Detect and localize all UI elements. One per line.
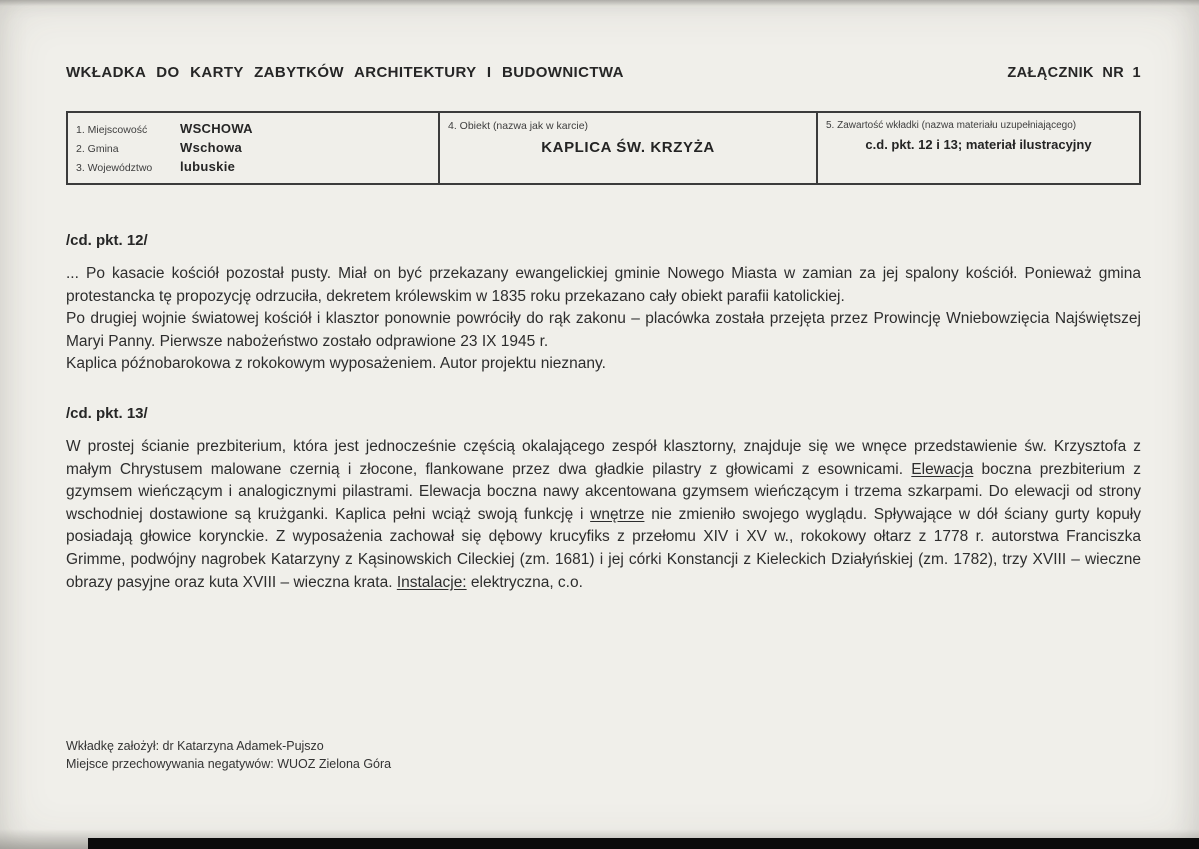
- section-paragraphs: [66, 263, 1141, 376]
- object-column: [438, 113, 816, 183]
- location-column: [68, 113, 438, 183]
- document-body: [66, 232, 1141, 594]
- contents-value: c.d. pkt. 12 i 13; materiał ilustracyjny: [865, 137, 1092, 152]
- annex-label: ZAŁĄCZNIK NR 1: [1007, 65, 1141, 81]
- field-label-miejscowosc: 1. Miejscowość: [76, 124, 148, 136]
- section-heading: /cd. pkt. 12/: [66, 232, 148, 249]
- field-value-gmina: Wschowa: [180, 140, 243, 155]
- field-label-wojewodztwo: 3. Województwo: [76, 162, 153, 174]
- field-value-wojewodztwo: lubuskie: [180, 159, 236, 174]
- paragraph: ... Po kasacie kościół pozostał pusty. Miał on być przekazany ewangelickiej gminie Nowego Miasta w zamian za jej spalony kościół. Ponieważ gmina protestancka tę propozycję odrzuciła, dekretem królewskim w 1835 roku przekazano cały obiekt parafii katolickiej.: [66, 265, 1141, 305]
- page-header: [66, 64, 1141, 81]
- rich-paragraph: W prostej ścianie prezbiterium, która jest jednocześnie częścią okalającego zespół klasztorny, znajduje się we wnęce przedstawienie św. Krzysztofa z małym Chrystusem malowane czernią i złocone, flankowane przez dwa gładkie pilastry z głowicami z esownicami. Elewacja boczna prezbiterium z gzymsem wieńczącym i analogicznymi pilastrami. Elewacja boczna nawy akcentowana gzymsem wieńczącym i trzema szkarpami. Do elewacji od strony wschodniej dostawione są krużganki. Kaplica pełni wciąż swoją funkcję i wnętrze nie zmieniło swojego wyglądu. Spływające w dół ściany gurty kopuły posiadają głowice korynckie. Z wyposażenia zachował się dębowy krucyfiks z przełomu XIV i XV w., rokokowy ołtarz z 1778 r. autorstwa Franciszka Grimme, podwójny nagrobek Katarzyny z Kąsinowskich Cileckiej (zm. 1681) i jej córki Konstancji z Kieleckich Działyńskiej (zm. 1782), trzy XVIII – wieczne obrazy pasyjne oraz kuta XVIII – wieczna krata. Instalacje: elektryczna, c.o.: [66, 437, 1142, 591]
- footer-prepared-by: Wkładkę założył: dr Katarzyna Adamek-Pujszo: [66, 739, 324, 753]
- document-title: WKŁADKA DO KARTY ZABYTKÓW ARCHITEKTURY I BUDOWNICTWA: [66, 64, 624, 81]
- scan-bottom-edge: [88, 838, 1199, 849]
- section-cd-12: [66, 232, 1141, 376]
- section-cd-13: [66, 405, 1141, 594]
- field-label-gmina: 2. Gmina: [76, 143, 119, 155]
- location-row: [76, 139, 430, 158]
- page-footer: [66, 737, 391, 773]
- paragraph: Po drugiej wojnie światowej kościół i klasztor ponownie powróciły do rąk zakonu – placówka została przejęta przez Prowincję Wniebowzięcia Najświętszej Maryi Panny. Pierwsze nabożeństwo zostało odprawione 23 IX 1945 r.: [66, 310, 1141, 350]
- field-value-miejscowosc: WSCHOWA: [180, 121, 253, 136]
- location-row: [76, 158, 430, 177]
- contents-field-label: 5. Zawartość wkładki (nazwa materiału uzupełniającego): [826, 120, 1077, 131]
- footer-negatives: Miejsce przechowywania negatywów: WUOZ Zielona Góra: [66, 757, 392, 771]
- object-name: KAPLICA ŚW. KRZYŻA: [541, 139, 715, 156]
- object-field-label: 4. Obiekt (nazwa jak w karcie): [448, 120, 589, 132]
- id-table: [66, 111, 1141, 185]
- location-row: [76, 120, 430, 139]
- section-paragraphs: [66, 436, 1141, 594]
- contents-column: [816, 113, 1139, 183]
- section-heading: /cd. pkt. 13/: [66, 404, 148, 422]
- paragraph: Kaplica późnobarokowa z rokokowym wyposażeniem. Autor projektu nieznany.: [66, 355, 606, 373]
